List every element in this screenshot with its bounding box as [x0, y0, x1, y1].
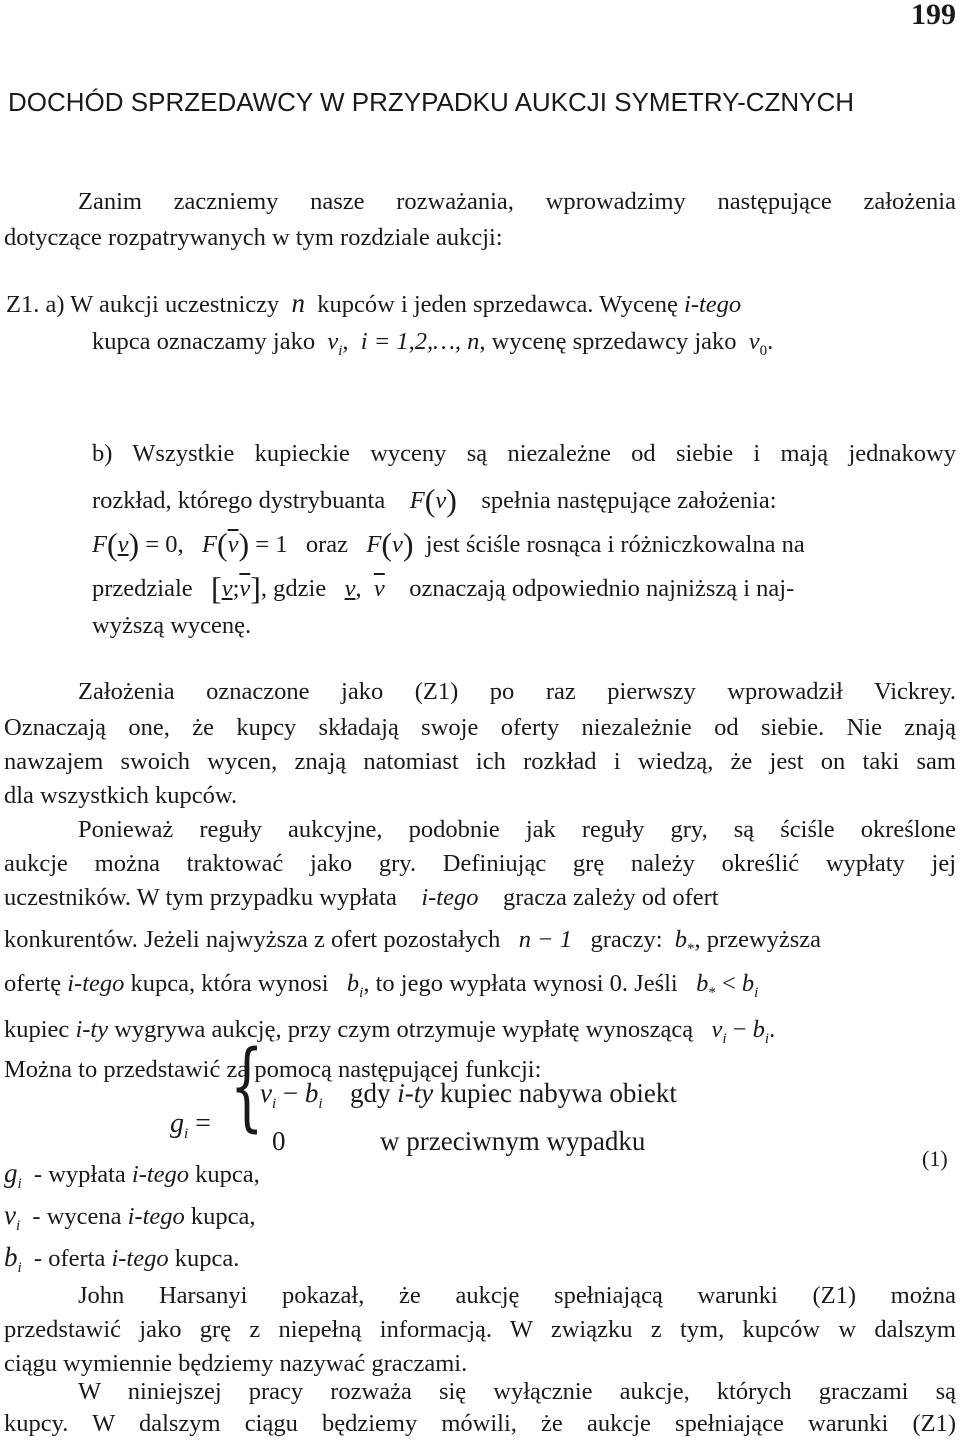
para2-line-6: kupiec i-ty wygrywa aukcję, przy czym otrzymuje wypłatę wynoszącą $v_i - b_i$.	[4, 1016, 776, 1047]
eq-case-2-condition: w przeciwnym wypadku	[380, 1126, 646, 1156]
intro-line-1: Zanim zaczniemy nasze rozważania, wprowadzimy następujące założenia	[78, 188, 956, 215]
z1b-line-3: F(v) = 0, $F(\overline{v}) = 1$ oraz F(v) jest ściśle rosnąca i różniczkowalna na	[92, 526, 805, 562]
para2-line-7: Można to przedstawić za pomocą następującej funkcji:	[4, 1056, 542, 1083]
z1a-line-1: Z1. a) W aukcji uczestniczy n kupców i jeden sprzedawca. Wycenę i-tego	[6, 288, 742, 318]
definition-b: $b_i$ - oferta i-tego kupca.	[4, 1242, 240, 1276]
definition-g: $g_i$ - wypłata i-tego kupca,	[4, 1158, 260, 1192]
para4-line-1: W niniejszej pracy rozważa się wyłącznie aukcje, których graczami są	[78, 1378, 956, 1405]
eq-case-2: 0	[272, 1126, 286, 1156]
para3-line-1: John Harsanyi pokazał, że aukcję spełniającą warunki (Z1) można	[78, 1282, 956, 1309]
intro-line-2: dotyczące rozpatrywanych w tym rozdziale aukcji:	[4, 224, 503, 251]
para2-line-2: aukcje można traktować jako gry. Definiując grę należy określić wypłaty jej	[4, 850, 956, 877]
para2-line-3: uczestników. W tym przypadku wypłata i-tego gracza zależy od ofert	[4, 884, 719, 911]
section-heading: DOCHÓD SPRZEDAWCY W PRZYPADKU AUKCJI SYMETRY-CZNYCH	[8, 87, 855, 117]
para3-line-3: ciągu wymiennie będziemy nazywać graczami.	[4, 1350, 468, 1377]
eq-number: (1)	[922, 1146, 948, 1171]
para1-line-1: Założenia oznaczone jako (Z1) po raz pierwszy wprowadził Vickrey.	[78, 678, 956, 705]
z1a-line-2: kupca oznaczamy jako $v_i$, i = 1,2,…, n, wycenę sprzedawcy jako $v_0$.	[92, 328, 774, 359]
para2-line-5: ofertę i-tego kupca, która wynosi $b_i$, to jego wypłata wynosi 0. Jeśli $b_* < b_i$	[4, 970, 759, 1001]
z1b-line-4: przedziale $[v;\overline{v}]$, gdzie v, $\overline{v}$ oznaczają odpowiednio najniższą i naj-	[92, 570, 795, 606]
page-number: 199	[911, 0, 956, 31]
para4-line-2: kupcy. W dalszym ciągu będziemy mówili, że aukcje spełniające warunki (Z1)	[4, 1410, 956, 1437]
z1b-line-1: b) Wszystkie kupieckie wyceny są niezależne od siebie i mają jednakowy	[92, 440, 956, 467]
para2-line-1: Ponieważ reguły aukcyjne, podobnie jak reguły gry, są ściśle określone	[78, 816, 956, 843]
para3-line-2: przedstawić jako grę z niepełną informacją. W związku z tym, kupców w dalszym	[4, 1316, 956, 1343]
z1b-line-2: rozkład, którego dystrybuanta F(v) spełnia następujące założenia:	[92, 482, 777, 518]
eq-case-1-condition: gdy i-ty kupiec nabywa obiekt	[350, 1078, 677, 1108]
para2-line-4: konkurentów. Jeżeli najwyższa z ofert pozostałych n − 1 graczy: $b_*$, przewyższa	[4, 926, 822, 957]
eq-brace: {	[230, 1030, 264, 1142]
para1-line-3: nawzajem swoich wycen, znają natomiast ich rozkład i wiedzą, że jest on taki sam	[4, 748, 956, 775]
definition-v: $v_i$ - wycena i-tego kupca,	[4, 1200, 256, 1234]
eq-case-1: $v_i - b_i$	[260, 1078, 323, 1112]
para1-line-4: dla wszystkich kupców.	[4, 782, 238, 809]
eq-lhs: $g_i$ =	[170, 1108, 211, 1142]
z1b-line-5: wyższą wycenę.	[92, 612, 252, 639]
para1-line-2: Oznaczają one, że kupcy składają swoje oferty niezależnie od siebie. Nie znają	[4, 714, 956, 741]
